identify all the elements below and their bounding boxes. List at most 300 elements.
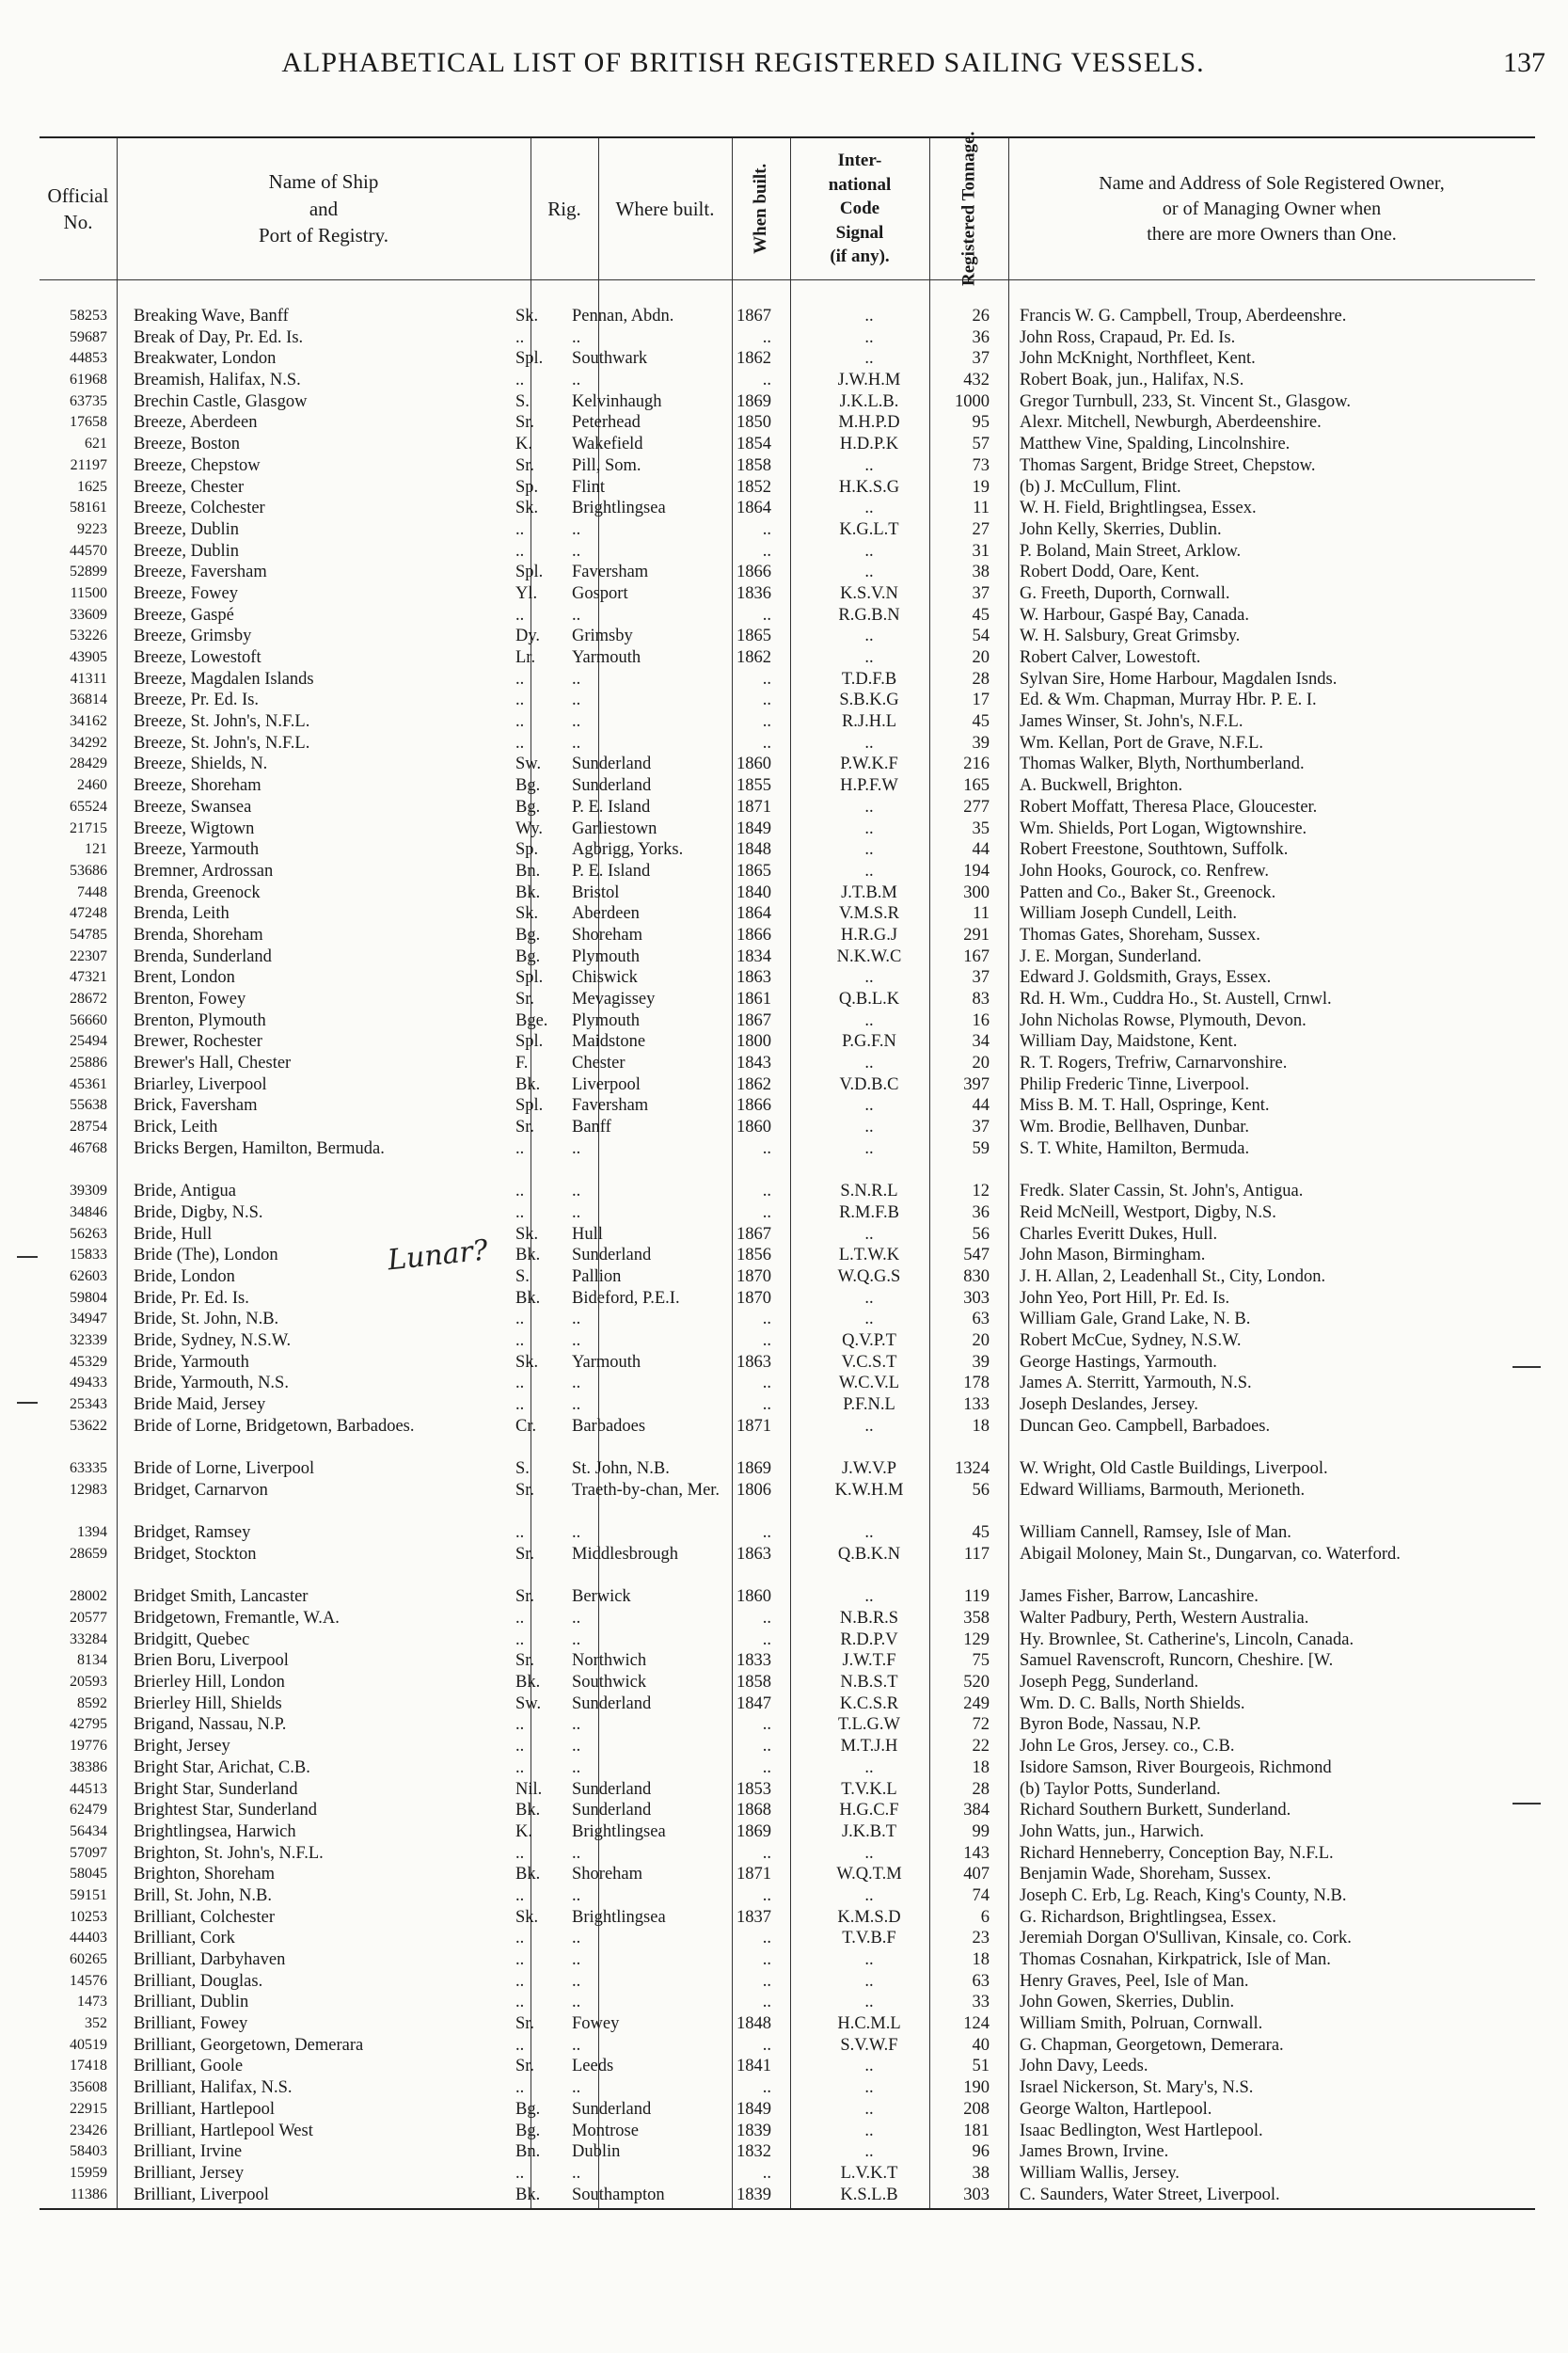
- owner-cell: Alexr. Mitchell, Newburgh, Aberdeenshire.: [1020, 413, 1322, 433]
- when-built-cell: ..: [762, 1331, 771, 1351]
- where-built-cell: P. E. Island: [572, 797, 651, 817]
- rig-cell: ..: [515, 327, 525, 347]
- code-signal-cell: ..: [864, 1950, 874, 1969]
- rig-cell: K.: [515, 1821, 532, 1841]
- official-no-cell: 28659: [70, 1545, 107, 1562]
- owner-cell: John Gowen, Skerries, Dublin.: [1020, 1993, 1235, 2012]
- where-built-cell: ..: [572, 733, 581, 753]
- official-no-cell: 44513: [70, 1780, 107, 1797]
- ship-name-cell: Breeze, Gaspé: [134, 605, 234, 625]
- tonnage-cell: 74: [972, 1885, 990, 1905]
- official-no-cell: 47321: [70, 969, 107, 986]
- table-row: [40, 1650, 1535, 1672]
- where-built-cell: ..: [572, 1929, 581, 1948]
- when-built-cell: 1860: [736, 1587, 771, 1607]
- official-no-cell: 63335: [70, 1460, 107, 1477]
- ship-name-cell: Brighton, St. John's, N.F.L.: [134, 1843, 324, 1863]
- table-row: [40, 1458, 1535, 1480]
- where-built-cell: Middlesbrough: [572, 1544, 679, 1564]
- code-signal-cell: V.D.B.C: [839, 1074, 899, 1094]
- rig-cell: ..: [515, 1843, 525, 1863]
- official-no-cell: 58161: [70, 500, 107, 517]
- owner-cell: Hy. Brownlee, St. Catherine's, Lincoln, Canada.: [1020, 1630, 1354, 1649]
- tonnage-cell: 38: [972, 563, 990, 582]
- table-row: [40, 1949, 1535, 1971]
- where-built-cell: Sunderland: [572, 1246, 652, 1265]
- owner-cell: Thomas Gates, Shoreham, Sussex.: [1020, 925, 1260, 945]
- tonnage-cell: 520: [963, 1673, 990, 1693]
- ship-name-cell: Brilliant, Fowey: [134, 2014, 248, 2034]
- rig-cell: Bg.: [515, 776, 541, 796]
- official-no-cell: 33609: [70, 606, 107, 623]
- where-built-cell: Barbadoes: [572, 1416, 646, 1436]
- rig-cell: ..: [515, 605, 525, 625]
- rig-cell: ..: [515, 1885, 525, 1905]
- rig-cell: Wy.: [515, 819, 544, 838]
- table-row: [40, 1117, 1535, 1138]
- header-where-built: Where built.: [615, 197, 715, 220]
- table-row: [40, 925, 1535, 946]
- rig-cell: Cr.: [515, 1416, 537, 1436]
- code-signal-cell: ..: [864, 2121, 874, 2140]
- code-signal-cell: R.M.F.B: [839, 1202, 899, 1222]
- table-row: [40, 1416, 1535, 1458]
- official-no-cell: 25343: [70, 1396, 107, 1413]
- where-built-cell: Southwick: [572, 1673, 647, 1693]
- table-row: [40, 1630, 1535, 1651]
- official-no-cell: 8134: [77, 1652, 107, 1669]
- table-row: [40, 1330, 1535, 1352]
- tonnage-cell: 28: [972, 1779, 990, 1799]
- ship-name-cell: Breeze, Magdalen Islands: [134, 669, 314, 689]
- rig-cell: ..: [515, 1950, 525, 1969]
- table-row: [40, 1266, 1535, 1288]
- rig-cell: Bg.: [515, 2099, 541, 2119]
- owner-cell: Israel Nickerson, St. Mary's, N.S.: [1020, 2078, 1254, 2098]
- official-no-cell: 46768: [70, 1139, 107, 1156]
- tonnage-cell: 303: [963, 2185, 990, 2204]
- rig-cell: Bk.: [515, 882, 541, 902]
- when-built-cell: 1836: [736, 583, 771, 603]
- code-signal-cell: N.B.S.T: [840, 1673, 898, 1693]
- table-row: [40, 348, 1535, 370]
- when-built-cell: 1852: [736, 477, 771, 497]
- where-built-cell: ..: [572, 1630, 581, 1649]
- rig-cell: Sw.: [515, 1693, 542, 1713]
- tonnage-cell: 39: [972, 1352, 990, 1372]
- owner-cell: James Brown, Irvine.: [1020, 2142, 1169, 2162]
- code-signal-cell: ..: [864, 327, 874, 347]
- table-row: [40, 2056, 1535, 2077]
- tonnage-cell: 358: [963, 1609, 990, 1628]
- code-signal-cell: ..: [864, 541, 874, 561]
- when-built-cell: ..: [762, 1138, 771, 1158]
- rig-cell: ..: [515, 669, 525, 689]
- rig-cell: Spl.: [515, 349, 544, 369]
- when-built-cell: ..: [762, 669, 771, 689]
- code-signal-cell: H.D.P.K: [839, 435, 899, 454]
- official-no-cell: 59687: [70, 328, 107, 345]
- tonnage-cell: 407: [963, 1865, 990, 1884]
- official-no-cell: 352: [85, 2015, 107, 2032]
- official-no-cell: 15833: [70, 1247, 107, 1264]
- tonnage-cell: 133: [963, 1395, 990, 1415]
- official-no-cell: 15959: [70, 2164, 107, 2181]
- code-signal-cell: ..: [864, 1096, 874, 1116]
- where-built-cell: Traeth-by-chan, Mer.: [572, 1480, 721, 1500]
- rig-cell: Nil.: [515, 1779, 543, 1799]
- code-signal-cell: ..: [864, 563, 874, 582]
- owner-cell: Robert Boak, jun., Halifax, N.S.: [1020, 371, 1244, 390]
- ship-name-cell: Bridget, Stockton: [134, 1544, 257, 1564]
- where-built-cell: Banff: [572, 1118, 611, 1137]
- code-signal-cell: ..: [864, 1885, 874, 1905]
- code-signal-cell: M.T.J.H: [840, 1737, 898, 1757]
- owner-cell: Patten and Co., Baker St., Greenock.: [1020, 882, 1276, 902]
- rig-cell: ..: [515, 2078, 525, 2098]
- where-built-cell: Pennan, Abdn.: [572, 307, 674, 326]
- ship-name-cell: Breeze, Chester: [134, 477, 245, 497]
- ship-name-cell: Brilliant, Darbyhaven: [134, 1950, 286, 1969]
- rig-cell: Yl.: [515, 583, 538, 603]
- owner-cell: James A. Sterritt, Yarmouth, N.S.: [1020, 1374, 1252, 1393]
- where-built-cell: Sunderland: [572, 776, 652, 796]
- where-built-cell: Wakefield: [572, 435, 643, 454]
- owner-cell: Thomas Walker, Blyth, Northumberland.: [1020, 755, 1305, 774]
- ship-name-cell: Bride of Lorne, Liverpool: [134, 1459, 315, 1479]
- rig-cell: Bg.: [515, 925, 541, 945]
- official-no-cell: 62479: [70, 1802, 107, 1819]
- when-built-cell: ..: [762, 519, 771, 539]
- code-signal-cell: ..: [864, 349, 874, 369]
- rig-cell: Bg.: [515, 2121, 541, 2140]
- tonnage-cell: 303: [963, 1288, 990, 1308]
- table-row: [40, 1992, 1535, 2013]
- when-built-cell: 1843: [736, 1054, 771, 1073]
- tonnage-cell: 181: [963, 2121, 990, 2140]
- ship-name-cell: Breeze, Fowey: [134, 583, 238, 603]
- tonnage-cell: 36: [972, 327, 990, 347]
- tonnage-cell: 19: [972, 477, 990, 497]
- ship-name-cell: Breeze, Boston: [134, 435, 241, 454]
- official-no-cell: 121: [85, 841, 107, 858]
- official-no-cell: 21197: [70, 456, 107, 473]
- ship-name-cell: Bride, Antigua: [134, 1182, 236, 1201]
- when-built-cell: 1869: [736, 1821, 771, 1841]
- owner-cell: Matthew Vine, Spalding, Lincolnshire.: [1020, 435, 1291, 454]
- tonnage-cell: 384: [963, 1801, 990, 1820]
- official-no-cell: 14576: [70, 1972, 107, 1989]
- ship-name-cell: Brill, St. John, N.B.: [134, 1885, 272, 1905]
- official-no-cell: 1473: [77, 1994, 107, 2011]
- table-row: [40, 797, 1535, 819]
- owner-cell: Robert Freestone, Southtown, Suffolk.: [1020, 840, 1289, 860]
- header-code-signal: Inter- national Code Signal (if any).: [828, 150, 892, 267]
- tonnage-cell: 37: [972, 968, 990, 988]
- tonnage-cell: 34: [972, 1032, 990, 1052]
- owner-cell: Byron Bode, Nassau, N.P.: [1020, 1715, 1201, 1735]
- table-row: [40, 1138, 1535, 1181]
- table-row: [40, 1843, 1535, 1865]
- official-no-cell: 45329: [70, 1353, 107, 1370]
- tonnage-cell: 40: [972, 2035, 990, 2055]
- owner-cell: Samuel Ravenscroft, Runcorn, Cheshire. [W.: [1020, 1651, 1334, 1671]
- ship-name-cell: Breeze, Shields, N.: [134, 755, 268, 774]
- ship-name-cell: Briarley, Liverpool: [134, 1074, 267, 1094]
- where-built-cell: Northwich: [572, 1651, 647, 1671]
- table-row: [40, 1031, 1535, 1053]
- code-signal-cell: V.C.S.T: [841, 1352, 897, 1372]
- ship-name-cell: Brilliant, Halifax, N.S.: [134, 2078, 293, 2098]
- where-built-cell: ..: [572, 1374, 581, 1393]
- tonnage-cell: 59: [972, 1138, 990, 1158]
- table-row: [40, 498, 1535, 519]
- code-signal-cell: ..: [864, 840, 874, 860]
- rig-cell: Bg.: [515, 946, 541, 966]
- where-built-cell: Mevagissey: [572, 990, 656, 1009]
- when-built-cell: ..: [762, 1395, 771, 1415]
- code-signal-cell: ..: [864, 2057, 874, 2076]
- ship-name-cell: Brenda, Sunderland: [134, 946, 272, 966]
- owner-cell: Henry Graves, Peel, Isle of Man.: [1020, 1971, 1249, 1991]
- rig-cell: ..: [515, 1630, 525, 1649]
- owner-cell: Gregor Turnbull, 233, St. Vincent St., Glasgow.: [1020, 391, 1351, 411]
- tonnage-cell: 56: [972, 1480, 990, 1500]
- ship-name-cell: Brigand, Nassau, N.P.: [134, 1715, 287, 1735]
- official-no-cell: 36814: [70, 692, 107, 708]
- table-row: [40, 733, 1535, 755]
- rig-cell: Sw.: [515, 755, 542, 774]
- code-signal-cell: J.W.H.M: [837, 371, 901, 390]
- code-signal-cell: J.W.T.F: [842, 1651, 896, 1671]
- table-row: [40, 2099, 1535, 2121]
- tonnage-cell: 1000: [955, 391, 990, 411]
- table-row: [40, 989, 1535, 1010]
- tonnage-cell: 35: [972, 819, 990, 838]
- where-built-cell: ..: [572, 327, 581, 347]
- rig-cell: Bk.: [515, 1673, 541, 1693]
- table-row: [40, 541, 1535, 563]
- table-row: [40, 1010, 1535, 1032]
- official-no-cell: 28429: [70, 755, 107, 772]
- code-signal-cell: T.V.B.F: [842, 1929, 896, 1948]
- official-no-cell: 55638: [70, 1097, 107, 1114]
- official-no-cell: 62603: [70, 1267, 107, 1284]
- rig-cell: Sk.: [515, 1352, 539, 1372]
- when-built-cell: ..: [762, 2163, 771, 2183]
- table-row: [40, 562, 1535, 583]
- where-built-cell: ..: [572, 1971, 581, 1991]
- table-row: [40, 1394, 1535, 1416]
- official-no-cell: 22915: [70, 2100, 107, 2117]
- code-signal-cell: ..: [864, 819, 874, 838]
- header-owner: Name and Address of Sole Registered Owner, or of Managing Owner when there are more Owners than One.: [1099, 172, 1445, 245]
- code-signal-cell: ..: [864, 627, 874, 646]
- where-built-cell: Berwick: [572, 1587, 631, 1607]
- owner-cell: Wm. Brodie, Bellhaven, Dunbar.: [1020, 1118, 1250, 1137]
- when-built-cell: ..: [762, 1757, 771, 1777]
- code-signal-cell: ..: [864, 2099, 874, 2119]
- where-built-cell: ..: [572, 371, 581, 390]
- code-signal-cell: J.K.B.T: [841, 1821, 897, 1841]
- rig-cell: ..: [515, 1757, 525, 1777]
- official-no-cell: 44853: [70, 350, 107, 367]
- ship-name-cell: Breeze, Chepstow: [134, 455, 261, 475]
- table-row: [40, 1821, 1535, 1843]
- tonnage-cell: 124: [963, 2014, 990, 2034]
- code-signal-cell: ..: [864, 1523, 874, 1543]
- where-built-cell: ..: [572, 1310, 581, 1329]
- table-row: [40, 1779, 1535, 1801]
- official-no-cell: 28672: [70, 991, 107, 1007]
- code-signal-cell: H.K.S.G: [838, 477, 900, 497]
- official-no-cell: 59804: [70, 1289, 107, 1306]
- owner-cell: Ed. & Wm. Chapman, Murray Hbr. P. E. I.: [1020, 691, 1317, 710]
- ship-name-cell: Brick, Leith: [134, 1118, 218, 1137]
- table-row: [40, 775, 1535, 797]
- rig-cell: Sr.: [515, 990, 535, 1009]
- owner-cell: Rd. H. Wm., Cuddra Ho., St. Austell, Crnwl.: [1020, 990, 1332, 1009]
- owner-cell: (b) Taylor Potts, Sunderland.: [1020, 1779, 1221, 1799]
- rig-cell: ..: [515, 1523, 525, 1543]
- header-rig: Rig.: [547, 197, 581, 220]
- rig-cell: ..: [515, 1737, 525, 1757]
- table-row: [40, 1714, 1535, 1736]
- header-when-built: When built.: [751, 163, 771, 255]
- where-built-cell: ..: [572, 1950, 581, 1969]
- where-built-cell: Sunderland: [572, 1801, 652, 1820]
- owner-cell: Joseph Deslandes, Jersey.: [1020, 1395, 1198, 1415]
- rig-cell: Bk.: [515, 1074, 541, 1094]
- where-built-cell: Faversham: [572, 563, 649, 582]
- code-signal-cell: T.L.G.W: [838, 1715, 900, 1735]
- when-built-cell: 1861: [736, 990, 771, 1009]
- code-signal-cell: L.T.W.K: [838, 1246, 900, 1265]
- where-built-cell: ..: [572, 1523, 581, 1543]
- owner-cell: G. Freeth, Duporth, Cornwall.: [1020, 583, 1230, 603]
- where-built-cell: ..: [572, 2078, 581, 2098]
- when-built-cell: 1866: [736, 925, 771, 945]
- tonnage-cell: 20: [972, 648, 990, 667]
- ship-name-cell: Bridget Smith, Lancaster: [134, 1587, 309, 1607]
- rig-cell: Sr.: [515, 1587, 535, 1607]
- table-row: [40, 2141, 1535, 2163]
- tonnage-cell: 96: [972, 2142, 990, 2162]
- header-tonnage: Registered Tonnage.: [958, 131, 979, 287]
- tonnage-cell: 39: [972, 733, 990, 753]
- code-signal-cell: T.V.K.L: [841, 1779, 897, 1799]
- rig-cell: Sr.: [515, 1118, 535, 1137]
- owner-cell: John Watts, jun., Harwich.: [1020, 1821, 1204, 1841]
- owner-cell: (b) J. McCullum, Flint.: [1020, 477, 1181, 497]
- official-no-cell: 39309: [70, 1183, 107, 1200]
- table-row: [40, 1095, 1535, 1117]
- official-no-cell: 21715: [70, 819, 107, 836]
- owner-cell: Jeremiah Dorgan O'Sullivan, Kinsale, co. Cork.: [1020, 1929, 1352, 1948]
- ship-name-cell: Bricks Bergen, Hamilton, Bermuda.: [134, 1138, 385, 1158]
- owner-cell: Reid McNeill, Westport, Digby, N.S.: [1020, 1202, 1276, 1222]
- where-built-cell: Aberdeen: [572, 904, 640, 924]
- code-signal-cell: ..: [864, 1138, 874, 1158]
- where-built-cell: ..: [572, 2163, 581, 2183]
- table-row: [40, 2077, 1535, 2099]
- ship-name-cell: Brilliant, Colchester: [134, 1907, 276, 1927]
- tonnage-cell: 26: [972, 307, 990, 326]
- when-built-cell: 1863: [736, 1352, 771, 1372]
- ship-name-cell: Brewer, Rochester: [134, 1032, 262, 1052]
- rig-cell: Bge.: [515, 1010, 548, 1030]
- when-built-cell: ..: [762, 1630, 771, 1649]
- table-row: [40, 1757, 1535, 1779]
- rig-cell: ..: [515, 1993, 525, 2012]
- when-built-cell: 1863: [736, 968, 771, 988]
- official-no-cell: 25886: [70, 1055, 107, 1072]
- table-row: [40, 861, 1535, 882]
- code-signal-cell: V.M.S.R: [839, 904, 899, 924]
- when-built-cell: ..: [762, 733, 771, 753]
- ship-name-cell: Bridgitt, Quebec: [134, 1630, 250, 1649]
- when-built-cell: 1869: [736, 1459, 771, 1479]
- tonnage-cell: 44: [972, 840, 990, 860]
- official-no-cell: 1394: [77, 1524, 107, 1541]
- owner-cell: Robert Dodd, Oare, Kent.: [1020, 563, 1200, 582]
- header-ship-name: Name of Ship and Port of Registry.: [258, 170, 389, 247]
- when-built-cell: 1868: [736, 1801, 771, 1820]
- table-row: [40, 626, 1535, 647]
- tonnage-cell: 547: [963, 1246, 990, 1265]
- when-built-cell: 1867: [736, 1010, 771, 1030]
- official-no-cell: 49433: [70, 1375, 107, 1391]
- code-signal-cell: ..: [864, 797, 874, 817]
- ship-name-cell: Brenton, Plymouth: [134, 1010, 266, 1030]
- official-no-cell: 35608: [70, 2079, 107, 2096]
- where-built-cell: ..: [572, 669, 581, 689]
- code-signal-cell: ..: [864, 307, 874, 326]
- official-no-cell: 34947: [70, 1311, 107, 1328]
- ship-name-cell: Bright Star, Sunderland: [134, 1779, 298, 1799]
- when-built-cell: 1863: [736, 1544, 771, 1564]
- tonnage-cell: 33: [972, 1993, 990, 2012]
- where-built-cell: Grimsby: [572, 627, 633, 646]
- rig-cell: Sp.: [515, 477, 539, 497]
- owner-cell: James Winser, St. John's, N.F.L.: [1020, 712, 1243, 732]
- vessel-rows: [40, 306, 1535, 2205]
- code-signal-cell: H.P.F.W: [840, 776, 898, 796]
- where-built-cell: Yarmouth: [572, 1352, 641, 1372]
- code-signal-cell: ..: [864, 499, 874, 518]
- owner-cell: John Davy, Leeds.: [1020, 2057, 1148, 2076]
- tonnage-cell: 277: [963, 797, 990, 817]
- official-no-cell: 19776: [70, 1738, 107, 1755]
- code-signal-cell: ..: [864, 861, 874, 881]
- rig-cell: Bk.: [515, 2185, 541, 2204]
- ship-name-cell: Brightlingsea, Harwich: [134, 1821, 296, 1841]
- official-no-cell: 38386: [70, 1758, 107, 1775]
- tonnage-cell: 119: [963, 1587, 990, 1607]
- tonnage-cell: 45: [972, 605, 990, 625]
- where-built-cell: Maidstone: [572, 1032, 646, 1052]
- tonnage-cell: 300: [963, 882, 990, 902]
- tonnage-cell: 1324: [955, 1459, 990, 1479]
- ship-name-cell: Breeze, Faversham: [134, 563, 267, 582]
- where-built-cell: ..: [572, 1202, 581, 1222]
- owner-cell: Robert Calver, Lowestoft.: [1020, 648, 1201, 667]
- when-built-cell: ..: [762, 691, 771, 710]
- margin-tick: [17, 1402, 38, 1404]
- table-row: [40, 946, 1535, 968]
- ship-name-cell: Brewer's Hall, Chester: [134, 1054, 292, 1073]
- rig-cell: K.: [515, 435, 532, 454]
